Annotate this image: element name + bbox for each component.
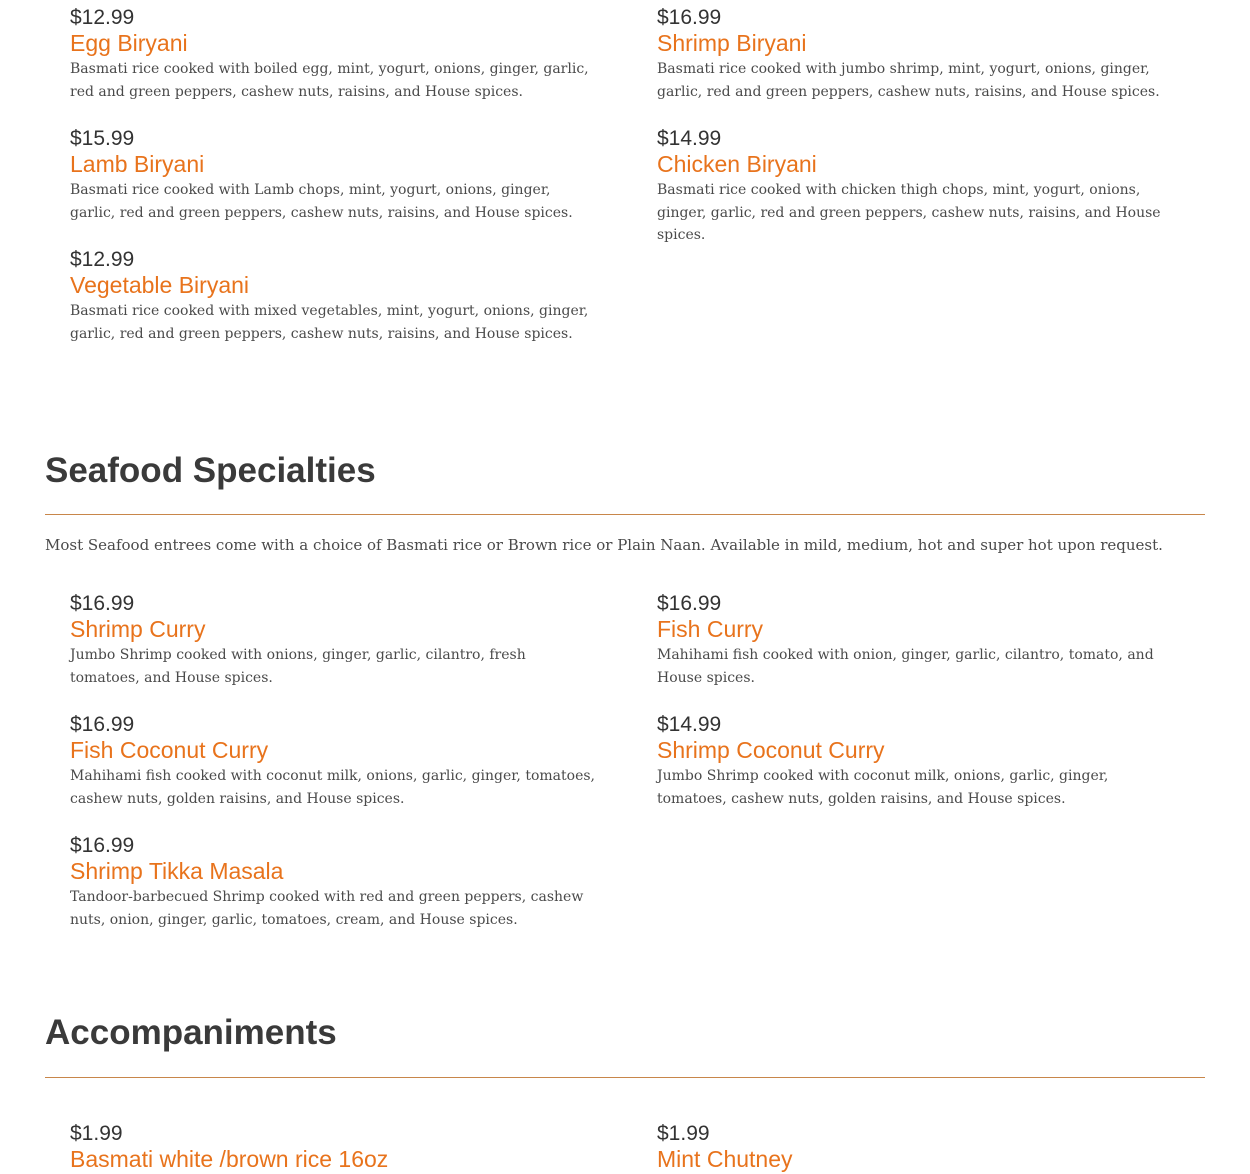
- menu-item-name: Chicken Biryani: [657, 151, 817, 177]
- menu-item: [70, 592, 595, 689]
- menu-item-price: $16.99: [657, 6, 722, 29]
- menu-item-description: Jumbo Shrimp cooked with coconut milk, onions, garlic, ginger, tomatoes, cashew nuts, golden raisins, and House spices.: [657, 768, 1109, 807]
- menu-item-description: Mahihami fish cooked with onion, ginger, garlic, cilantro, tomato, and House spices.: [657, 647, 1154, 686]
- section-title: Accompaniments: [45, 1013, 337, 1052]
- menu-item-name: Shrimp Coconut Curry: [657, 737, 885, 763]
- menu-item-description: Basmati rice cooked with Lamb chops, mint, yogurt, onions, ginger, garlic, red and green peppers, cashew nuts, raisins, and House spices.: [70, 182, 573, 221]
- menu-item-price: $14.99: [657, 713, 722, 736]
- menu-item-name: Lamb Biryani: [70, 151, 205, 177]
- menu-item-description: Basmati rice cooked with jumbo shrimp, mint, yogurt, onions, ginger, garlic, red and green peppers, cashew nuts, raisins, and House spices.: [657, 61, 1160, 100]
- menu-item-name: Vegetable Biryani: [70, 272, 250, 298]
- menu-item: [70, 6, 595, 103]
- menu-item: [657, 6, 1182, 103]
- menu-item: [657, 127, 1182, 247]
- menu-item: [657, 713, 1182, 810]
- menu-item-price: $1.99: [657, 1122, 710, 1145]
- menu-item-price: $16.99: [70, 834, 135, 857]
- menu-item-name: Shrimp Curry: [70, 616, 206, 642]
- menu-item-name: Shrimp Biryani: [657, 30, 807, 56]
- menu-item-price: $15.99: [70, 127, 135, 150]
- menu-item-name: Shrimp Tikka Masala: [70, 858, 284, 884]
- menu-item-price: $16.99: [70, 592, 135, 615]
- section-note: Most Seafood entrees come with a choice of Basmati rice or Brown rice or Plain Naan. Available in mild, medium, hot and super hot upon request.: [45, 536, 1163, 554]
- menu-item-description: Basmati rice cooked with chicken thigh chops, mint, yogurt, onions, ginger, garlic, red and green peppers, cashew nuts, raisins, and House spices.: [657, 182, 1161, 243]
- menu-item-description: Basmati rice cooked with mixed vegetables, mint, yogurt, onions, ginger, garlic, red and green peppers, cashew nuts, raisins, and House spices.: [70, 303, 589, 342]
- menu-item: [657, 1122, 1182, 1174]
- menu-item-description: Mahihami fish cooked with coconut milk, onions, garlic, ginger, tomatoes, cashew nuts, golden raisins, and House spices.: [70, 768, 595, 807]
- section-divider: [45, 1077, 1205, 1078]
- menu-item: [70, 248, 595, 345]
- menu-item: [657, 592, 1182, 689]
- section-title: Seafood Specialties: [45, 451, 376, 490]
- menu-item: [70, 1122, 595, 1174]
- menu-item-price: $12.99: [70, 6, 135, 29]
- menu-item-name: Basmati white /brown rice 16oz: [70, 1146, 389, 1172]
- menu-item-price: $14.99: [657, 127, 722, 150]
- menu-item-name: Fish Curry: [657, 616, 764, 642]
- menu-item-name: Egg Biryani: [70, 30, 188, 56]
- section-divider: [45, 514, 1205, 515]
- menu-item-price: $16.99: [70, 713, 135, 736]
- menu-item: [70, 834, 595, 931]
- menu-item-price: $12.99: [70, 248, 135, 271]
- menu-item-name: Mint Chutney: [657, 1146, 793, 1172]
- menu-item-description: Jumbo Shrimp cooked with onions, ginger, garlic, cilantro, fresh tomatoes, and House spices.: [70, 647, 526, 686]
- menu-item-name: Fish Coconut Curry: [70, 737, 269, 763]
- menu-item: [70, 713, 595, 810]
- menu-item-description: Tandoor-barbecued Shrimp cooked with red and green peppers, cashew nuts, onion, ginger, garlic, tomatoes, cream, and House spices.: [70, 889, 584, 928]
- menu-item-price: $16.99: [657, 592, 722, 615]
- menu-item-price: $1.99: [70, 1122, 123, 1145]
- menu-item: [70, 127, 595, 224]
- menu-item-description: Basmati rice cooked with boiled egg, mint, yogurt, onions, ginger, garlic, red and green peppers, cashew nuts, raisins, and House spices.: [70, 61, 589, 100]
